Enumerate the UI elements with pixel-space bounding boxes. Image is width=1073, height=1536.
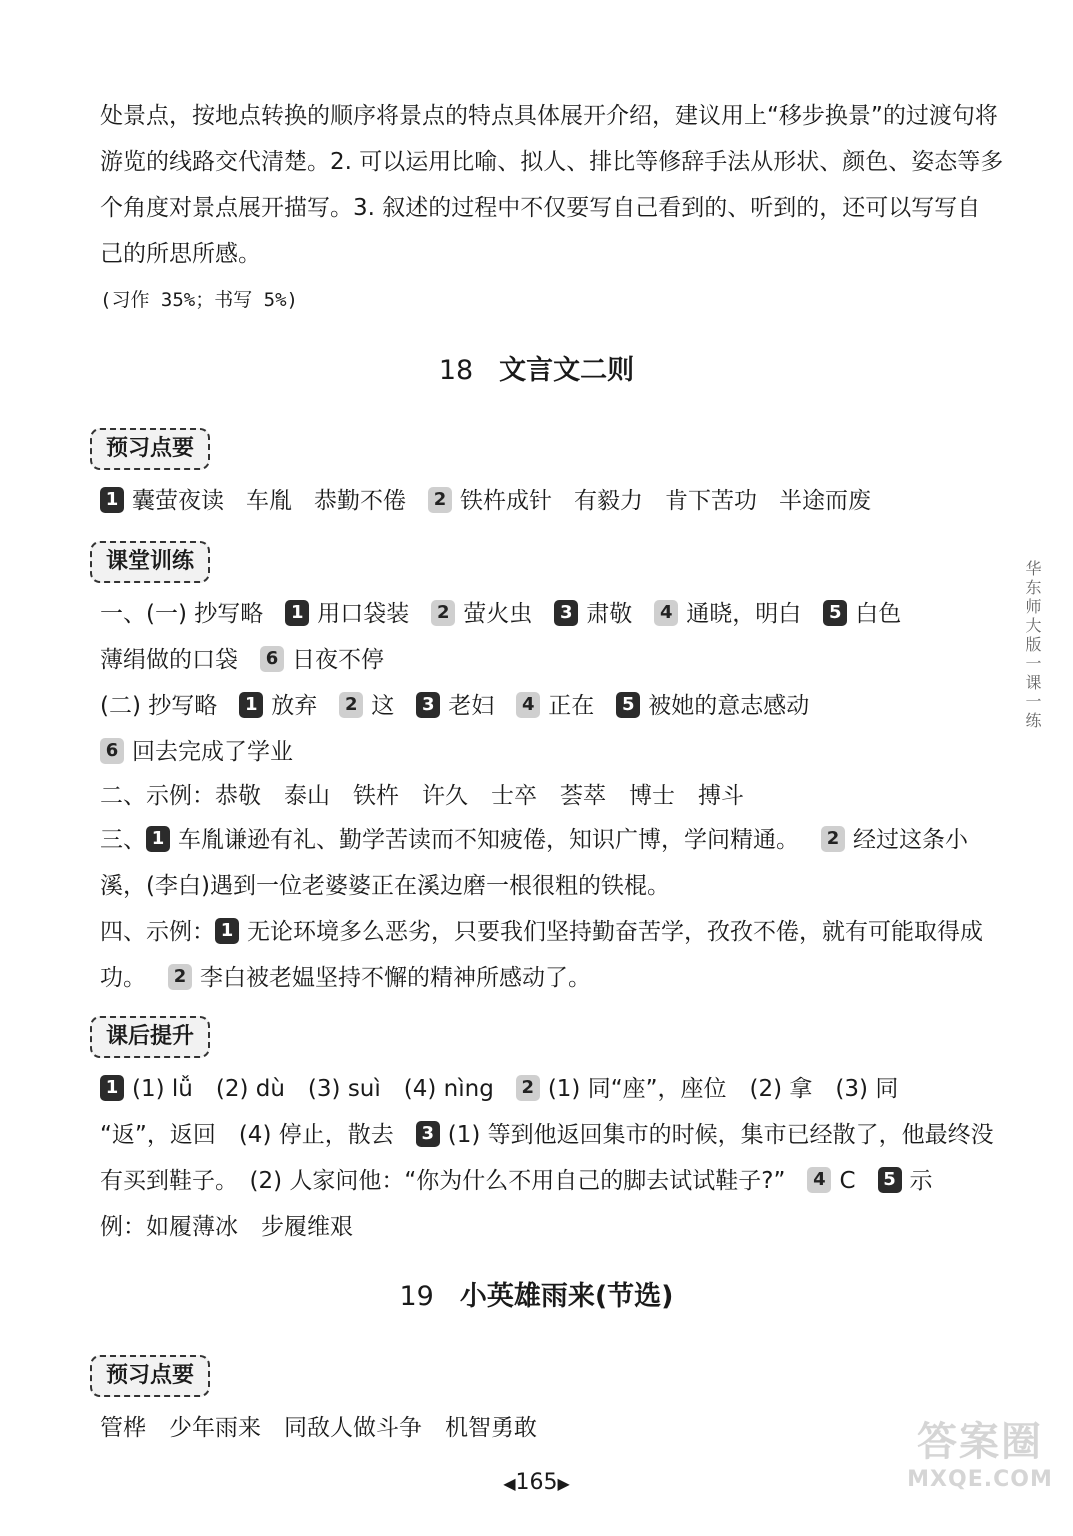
section-label-after-class: 课后提升	[90, 1016, 210, 1058]
badge-1: 1	[146, 826, 170, 852]
chapter-number: 18	[438, 355, 474, 386]
chapter-number: 19	[399, 1281, 434, 1312]
paragraph-line-4: 己的所思所感。	[100, 241, 261, 267]
class-line-7: 溪，(李白)遇到一位老婆婆正在溪边磨一根很粗的铁棍。	[100, 873, 670, 899]
badge-3: 3	[554, 600, 578, 626]
after-line-2: “返”，返回 (4) 停止，散去 3 (1) 等到他返回集市的时候，集市已经散了，他最终没	[100, 1122, 994, 1148]
side-series-label: 华东师大版一课一练	[1023, 560, 1042, 731]
badge-2: 2	[339, 692, 363, 718]
badge-6: 6	[260, 646, 284, 672]
badge-1: 1	[215, 918, 239, 944]
class-line-1: 一、(一) 抄写略 1 用口袋装 2 萤火虫 3 肃敬 4 通晓，明白 5 白色	[100, 601, 902, 627]
badge-1: 1	[285, 600, 309, 626]
section-label-class: 课堂训练	[90, 541, 210, 583]
right-triangle-icon: ▶	[557, 1474, 570, 1493]
badge-2: 2	[428, 487, 452, 513]
badge-5: 5	[878, 1167, 902, 1193]
score-note: (习作 35%；书写 5%)	[100, 289, 298, 311]
paragraph-line-2: 游览的线路交代清楚。2. 可以运用比喻、拟人、排比等修辞手法从形状、颜色、姿态等多	[100, 149, 1004, 175]
badge-1: 1	[100, 487, 124, 513]
preview-answers: 1 囊萤夜读 车胤 恭勤不倦 2 铁杵成针 有毅力 肯下苦功 半途而废	[100, 478, 970, 524]
badge-2: 2	[431, 600, 455, 626]
page-number: ◀165▶	[503, 1470, 570, 1495]
chapter-title: 小英雄雨来(节选)	[459, 1281, 674, 1312]
badge-2: 2	[168, 964, 192, 990]
paragraph-line-1: 处景点，按地点转换的顺序将景点的特点具体展开介绍，建议用上“移步换景”的过渡句将	[100, 103, 998, 129]
badge-3: 3	[416, 1121, 440, 1147]
section-label-preview: 预习点要	[90, 1355, 210, 1397]
badge-1: 1	[100, 1075, 124, 1101]
watermark-logo: 答案圈 MXQE.COM	[907, 1419, 1053, 1492]
class-line-4: 6 回去完成了学业	[100, 729, 970, 775]
badge-4: 4	[654, 600, 678, 626]
badge-2: 2	[516, 1075, 540, 1101]
class-line-5: 二、示例：恭敬 泰山 铁杵 许久 士卒 荟萃 博士 搏斗	[100, 783, 744, 809]
chapter-19-title	[0, 1274, 1073, 1313]
paragraph-line-3: 个角度对景点展开描写。3. 叙述的过程中不仅要写自己看到的、听到的，还可以写写自	[100, 195, 981, 221]
badge-5: 5	[823, 600, 847, 626]
chapter-18-title	[0, 348, 1073, 387]
badge-1: 1	[239, 692, 263, 718]
badge-3: 3	[416, 692, 440, 718]
class-line-2: 薄绢做的口袋 6 日夜不停	[100, 647, 384, 673]
badge-5: 5	[616, 692, 640, 718]
chapter-title: 文言文二则	[499, 355, 635, 386]
class-line-8: 四、示例： 1 无论环境多么恶劣，只要我们坚持勤奋苦学，孜孜不倦，就有可能取得成	[100, 919, 983, 945]
class-line-3: (二) 抄写略 1 放弃 2 这 3 老妇 4 正在 5 被她的意志感动	[100, 693, 810, 719]
badge-4: 4	[516, 692, 540, 718]
left-triangle-icon: ◀	[503, 1474, 516, 1493]
badge-2: 2	[821, 826, 845, 852]
badge-4: 4	[807, 1167, 831, 1193]
after-line-4: 例：如履薄冰 步履维艰	[100, 1214, 353, 1240]
class-line-6: 三、 1 车胤谦逊有礼、勤学苦读而不知疲倦，知识广博，学问精通。 2 经过这条小	[100, 827, 968, 853]
after-line-3: 有买到鞋子。 (2) 人家问他：“你为什么不用自己的脚去试试鞋子?” 4 C 5 示	[100, 1168, 933, 1194]
badge-6: 6	[100, 738, 124, 764]
section-label-preview: 预习点要	[90, 428, 210, 470]
class-line-9: 功。 2 李白被老媪坚持不懈的精神所感动了。	[100, 965, 591, 991]
preview-answers: 管桦 少年雨来 同敌人做斗争 机智勇敢	[100, 1415, 537, 1441]
after-line-1: 1 (1) lǚ (2) dù (3) suì (4) nìng 2 (1) 同“座”，座位 (2) 拿 (3) 同	[100, 1066, 970, 1112]
